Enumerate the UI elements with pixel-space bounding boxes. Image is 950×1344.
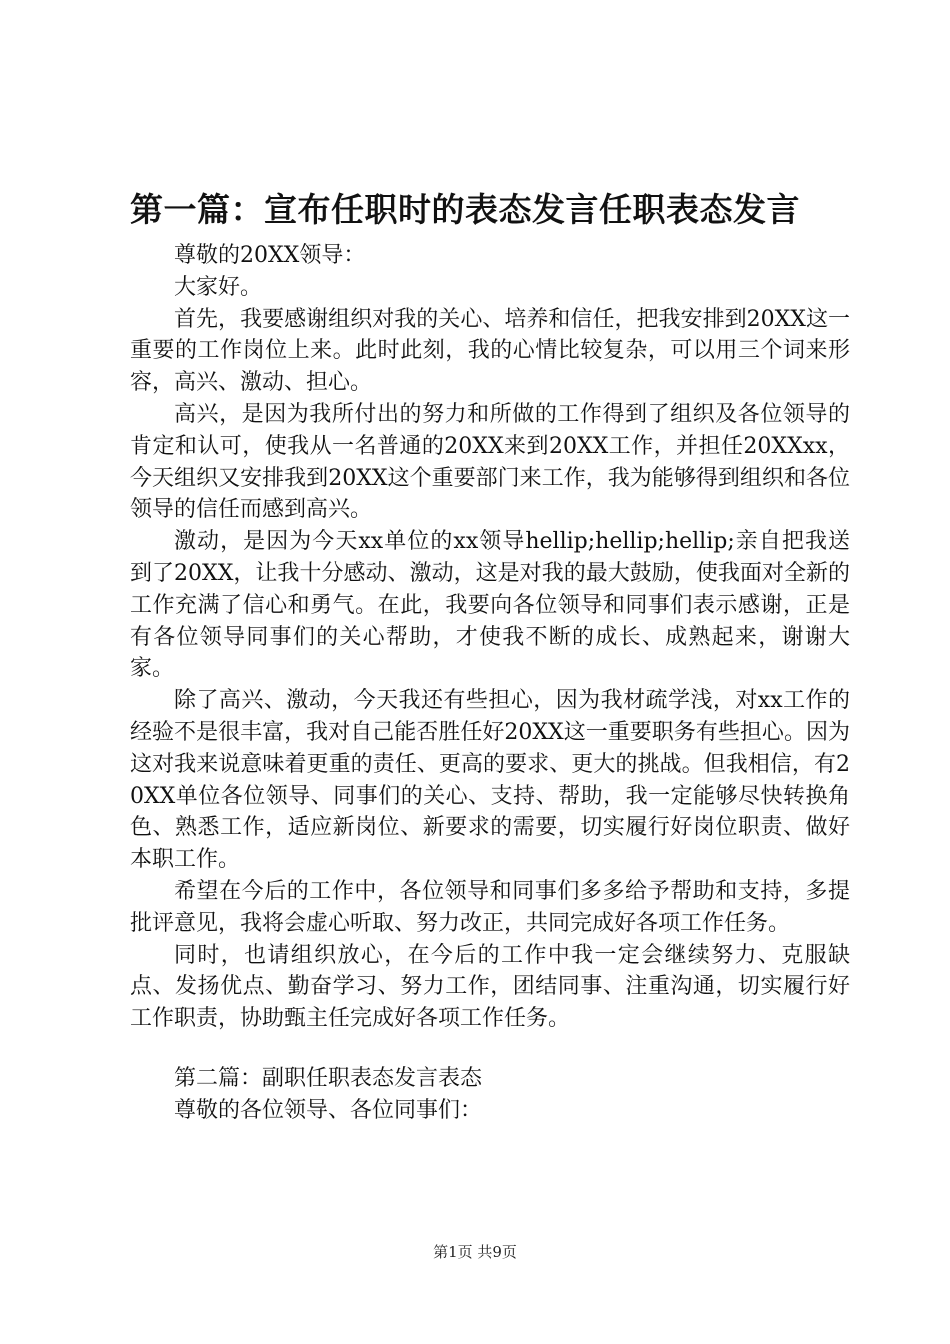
document-title: 第一篇：宣布任职时的表态发言任职表态发言 [130,190,800,229]
body-paragraph: 高兴，是因为我所付出的努力和所做的工作得到了组织及各位领导的肯定和认可，使我从一名普通的20XX来到20XX工作，并担任20XXxx，今天组织又安排我到20XX这个重要部门来工作，我为能够得到组织和各位领导的信任而感到高兴。 [130,401,850,523]
second-section-greeting: 尊敬的各位领导、各位同事们： [174,1097,483,1123]
body-paragraph: 大家好。 [174,274,263,300]
body-paragraph: 首先，我要感谢组织对我的关心、培养和信任，把我安排到20XX这一重要的工作岗位上来。此时此刻，我的心情比较复杂，可以用三个词来形容，高兴、激动、担心。 [130,306,850,396]
greeting-paragraph: 尊敬的20XX领导： [174,243,366,268]
body-paragraph: 除了高兴、激动，今天我还有些担心，因为我材疏学浅，对xx工作的经验不是很丰富，我对自己能否胜任好20XX这一重要职务有些担心。因为这对我来说意味着更重的责任、更高的要求、更大的挑战。但我相信，有20XX单位各位领导、同事们的关心、支持、帮助，我一定能够尽快转换角色、熟悉工作，适应新岗位、新要求的需要，切实履行好岗位职责、做好本职工作。 [130,688,850,873]
document-body [130,240,850,1127]
page-footer: 第1页 共9页 [433,1243,517,1261]
body-paragraph: 同时，也请组织放心，在今后的工作中我一定会继续努力、克服缺点、发扬优点、勤奋学习、努力工作，团结同事、注重沟通，切实履行好工作职责，协助甄主任完成好各项工作任务。 [130,942,850,1032]
body-paragraph: 希望在今后的工作中，各位领导和同事们多多给予帮助和支持，多提批评意见，我将会虚心听取、努力改正，共同完成好各项工作任务。 [130,878,850,936]
body-paragraph: 激动，是因为今天xx单位的xx领导hellip;hellip;hellip;亲自把我送到了20XX，让我十分感动、激动，这是对我的最大鼓励，使我面对全新的工作充满了信心和勇气。在此，我要向各位领导和同事们表示感谢，正是有各位领导同事们的关心帮助，才使我不断的成长、成熟起来，谢谢大家。 [130,529,850,682]
second-section-heading: 第二篇：副职任职表态发言表态 [174,1065,483,1091]
